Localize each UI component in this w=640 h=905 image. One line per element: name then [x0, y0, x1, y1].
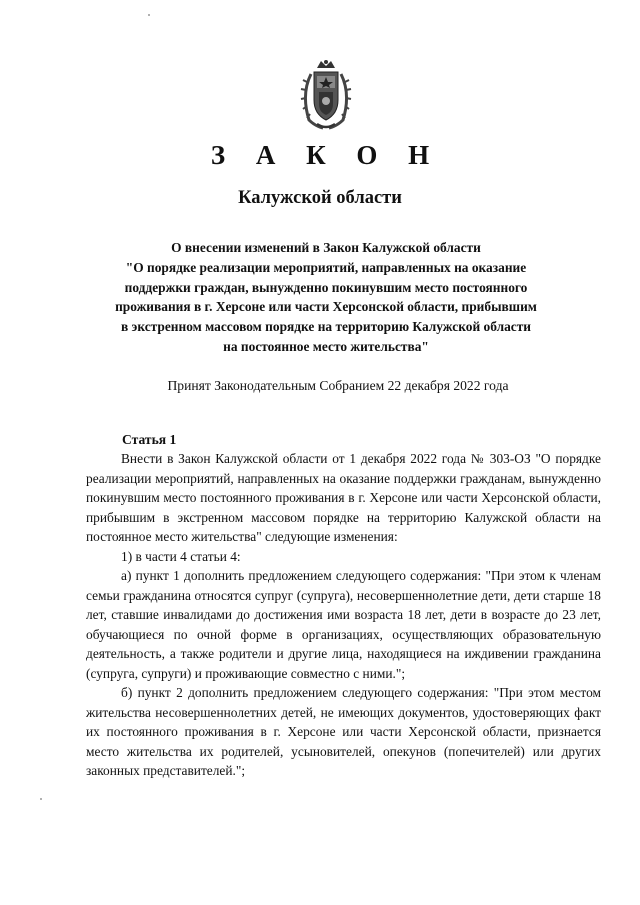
subject-line: О внесении изменений в Закон Калужской области	[171, 240, 481, 255]
adoption-statement: Принят Законодательным Собранием 22 декабря 2022 года	[167, 378, 509, 393]
article-body	[86, 449, 601, 781]
paragraph: Внести в Закон Калужской области от 1 декабря 2022 года № 303-ОЗ "О порядке реализации мероприятий, направленных на оказание поддержки гражданам, вынужденно покинувшим место постоянного проживания в г. Херсоне или части Херсонской области, прибывшим в экстренном массовом порядке на территорию Калужской области на постоянное место жительства" следующие изменения:	[86, 451, 601, 544]
article-title: Статья 1	[122, 432, 177, 447]
scan-speck	[40, 798, 42, 800]
subject-line: поддержки граждан, вынужденно покинувшим место постоянного	[124, 279, 528, 295]
paragraph: б) пункт 2 дополнить предложением следующего содержания: "При этом местом жительства несовершеннолетних детей, не имеющих документов, удостоверяющих факт их постоянного проживания в г. Херсоне или части Херсонской области, признается место жительства их родителей, усыновителей, опекунов (попечителей) или других законных представителей.";	[86, 685, 601, 778]
subject-line: на постоянное место жительства"	[223, 338, 429, 354]
document-region: Калужской области	[238, 188, 402, 208]
paragraph: 1) в части 4 статьи 4:	[121, 548, 241, 564]
coat-of-arms-icon	[297, 58, 355, 130]
subject-line: в экстренном массовом порядке на территорию Калужской области	[120, 319, 532, 335]
paragraph: а) пункт 1 дополнить предложением следующего содержания: "При этом к членам семьи гражданина относятся супруг (супруга), несовершеннолетние дети, дети старше 18 лет, ставшие инвалидами до достижения ими возраста 18 лет, дети в возрасте до 23 лет, обучающиеся по очной форме в организациях, осуществляющих образовательную деятельность, а также родители и другие лица, находящиеся на иждивении гражданина (супруга, супруги) и проживающие совместно с ними.";	[86, 568, 601, 681]
document-heading: З А К О Н	[210, 140, 442, 170]
scan-speck	[148, 14, 150, 16]
subject-line: "О порядке реализации мероприятий, направленных на оказание	[125, 259, 527, 275]
subject-line: проживания в г. Херсоне или части Херсонской области, прибывшим	[115, 299, 537, 315]
law-subject	[110, 238, 542, 357]
